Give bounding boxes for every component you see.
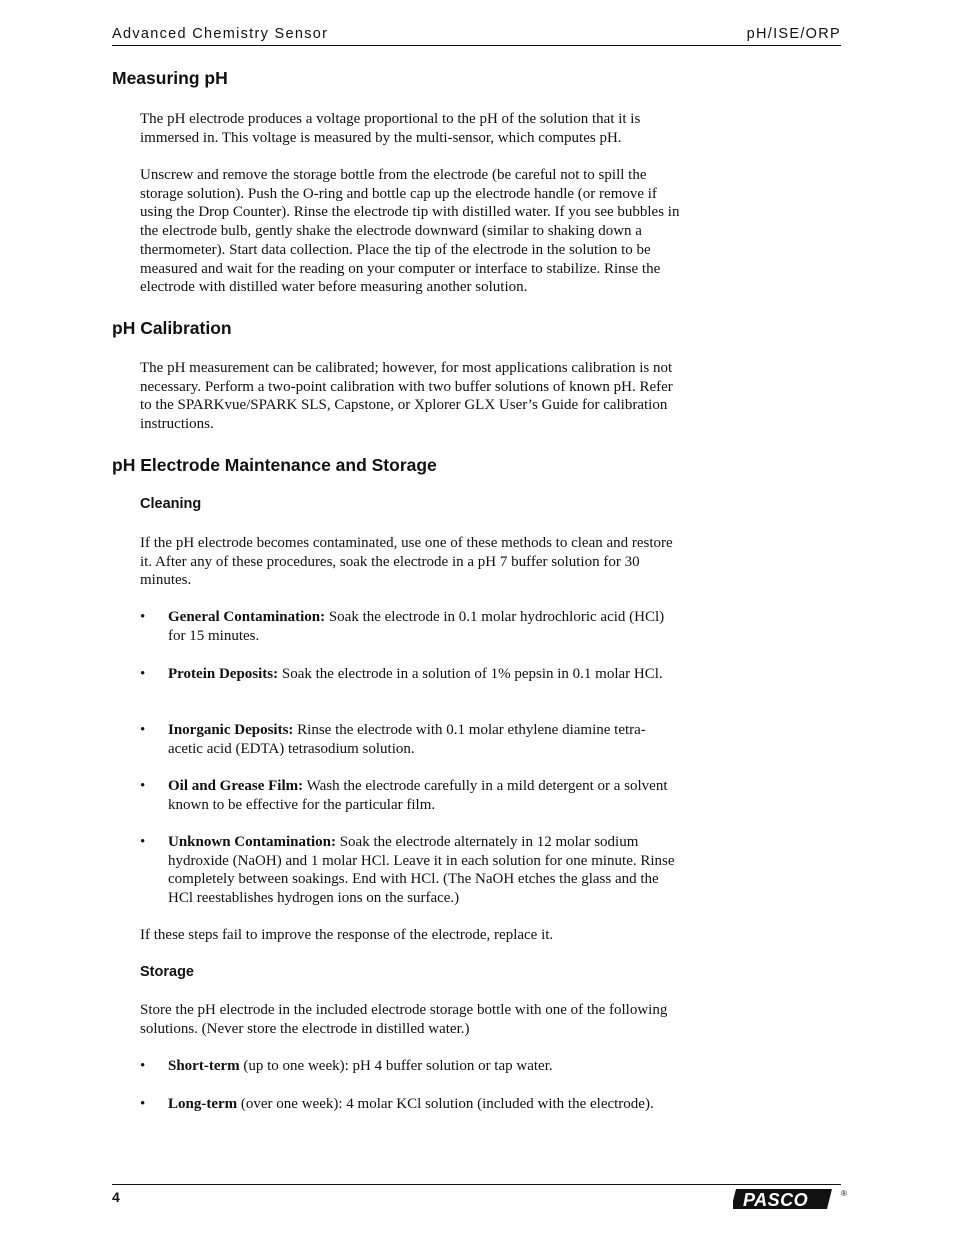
cleaning-outro: If these steps fail to improve the response of the electrode, replace it. xyxy=(140,927,554,943)
bullet-term: Protein Deposits: xyxy=(168,666,279,682)
bullet-text: (over one week): 4 molar KCl solution (included with the electrode). xyxy=(237,1096,654,1112)
page-footer xyxy=(112,1184,847,1215)
registered-mark: ® xyxy=(841,1189,847,1198)
subheading-cleaning: Cleaning xyxy=(140,496,202,512)
pasco-logo xyxy=(733,1185,853,1213)
subheading-storage: Storage xyxy=(140,964,194,980)
bullet-text: Soak the electrode in a solution of 1% pepsin in 0.1 molar HCl. xyxy=(278,666,663,682)
bullet-term: Inorganic Deposits: xyxy=(168,722,294,738)
header-title: Advanced Chemistry Sensor xyxy=(112,26,329,42)
logo-text: PASCO xyxy=(743,1190,809,1210)
bullet-text: Soak the electrode alternately in 12 molar sodium hydroxide (NaOH) and 1 molar HCl. Leave it in each solution for one minute. Rinse completely between soakings. End with HCl. (The NaOH etches the glass and the HCl reestablishes hydrogen ions on the surface.) xyxy=(168,834,675,907)
bullet-marker: • xyxy=(140,834,146,850)
cleaning-intro: If the pH electrode becomes contaminated, use one of these methods to clean and restore it. After any of these procedures, soak the electrode in a pH 7 buffer solution for 30 minutes. xyxy=(140,535,673,589)
bullet-marker: • xyxy=(140,1096,146,1112)
running-header xyxy=(112,26,841,46)
bullet-text: (up to one week): pH 4 buffer solution or tap water. xyxy=(239,1058,553,1074)
bullet-term: Unknown Contamination: xyxy=(168,834,336,850)
bullet-marker: • xyxy=(140,666,146,682)
heading-ph-calibration: pH Calibration xyxy=(112,318,232,338)
bullet-text: Soak the electrode in 0.1 molar hydrochloric acid (HCl) for 15 minutes. xyxy=(168,609,665,644)
bullet-term: Short-term xyxy=(168,1058,240,1074)
bullet-text: Rinse the electrode with 0.1 molar ethylene diamine tetra-acetic acid (EDTA) tetrasodium solution. xyxy=(168,722,646,757)
measuring-paragraph-1: The pH electrode produces a voltage proportional to the pH of the solution that it is immersed in. This voltage is measured by the multi-sensor, which computes pH. xyxy=(140,111,641,146)
bullet-text: Wash the electrode carefully in a mild detergent or a solvent known to be effective for the particular film. xyxy=(168,778,668,813)
measuring-paragraph-2: Unscrew and remove the storage bottle from the electrode (be careful not to spill the storage solution). Push the O-ring and bottle cap up the electrode handle (or remove if using the Drop Counter). Rinse the electrode tip with distilled water. If you see bubbles in the electrode bulb, gently shake the electrode downward (similar to shaking down a thermometer). Start data collection. Place the tip of the electrode in the solution to be measured and wait for the reading on your computer or interface to stabilize. Rinse the electrode with distilled water before measuring another solution. xyxy=(140,167,680,296)
bullet-term: Oil and Grease Film: xyxy=(168,778,304,794)
heading-maintenance-storage: pH Electrode Maintenance and Storage xyxy=(112,455,437,475)
bullet-term: Long-term xyxy=(168,1096,238,1112)
bullet-marker: • xyxy=(140,722,146,738)
header-section: pH/ISE/ORP xyxy=(746,26,841,42)
page-number: 4 xyxy=(112,1189,120,1205)
calibration-paragraph: The pH measurement can be calibrated; however, for most applications calibration is not necessary. Perform a two-point calibration with two buffer solutions of known pH. Refer to the SPARKvue/SPARK SLS, Capstone, or Xplorer GLX User’s Guide for calibration instructions. xyxy=(140,360,673,433)
bullet-marker: • xyxy=(140,609,146,625)
bullet-marker: • xyxy=(140,1058,146,1074)
bullet-marker: • xyxy=(140,778,146,794)
heading-measuring-ph: Measuring pH xyxy=(112,68,228,88)
bullet-term: General Contamination: xyxy=(168,609,326,625)
storage-intro: Store the pH electrode in the included electrode storage bottle with one of the following solutions. (Never store the electrode in distilled water.) xyxy=(140,1002,668,1037)
